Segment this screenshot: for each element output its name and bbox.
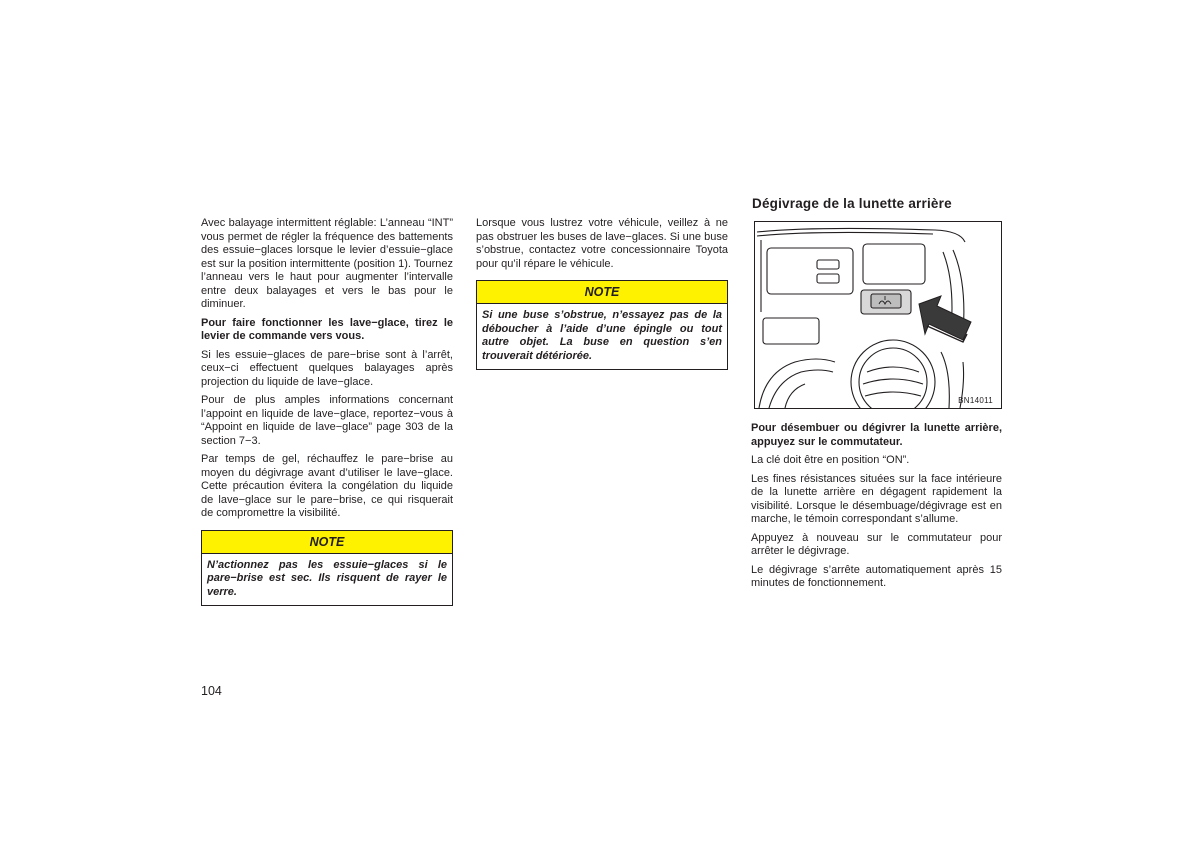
note-body: N’actionnez pas les essuie−glaces si le pare−brise est sec. Ils risquent de rayer le verre. xyxy=(207,558,447,598)
rear-defogger-switch-illustration xyxy=(754,221,1002,409)
paragraph-turn-off: Appuyez à nouveau sur le commutateur pour arrêter le dégivrage. xyxy=(751,531,1002,557)
section-title: Dégivrage de la lunette arrière xyxy=(752,196,952,211)
paragraph-washer-fluid-reference: Pour de plus amples informations concernant l’appoint en liquide de lave−glace, reportez−vous à “Appoint en liquide de lave−glace” page 303 de la section 7−3. xyxy=(201,394,453,447)
note-header: NOTE xyxy=(477,281,727,304)
note-box-clogged-nozzle xyxy=(476,280,728,370)
note-header: NOTE xyxy=(202,531,452,554)
left-column xyxy=(201,217,453,606)
paragraph-intermittent-wipers: Avec balayage intermittent réglable: L’anneau “INT” vous permet de régler la fréquence des battements des essuie−glaces lorsque le levier d’essuie−glace est sur la position intermittente (position 1). Tournez l’anneau vers le haut pour augmenter l’intervalle entre deux balayages et vers le bas pour le diminuer. xyxy=(201,217,453,310)
paragraph-heating-wires: Les fines résistances situées sur la face intérieure de la lunette arrière en dégagent rapidement la visibilité. Lorsque le désembuage/dégivrage est en marche, le témoin correspondant s’allume. xyxy=(751,472,1002,525)
figure-code: BN14011 xyxy=(958,396,993,405)
note-box-dry-windshield xyxy=(201,530,453,607)
right-column xyxy=(751,422,1002,596)
dashboard-drawing xyxy=(755,222,1001,408)
paragraph-defogger-instruction: Pour désembuer ou dégivrer la lunette arrière, appuyez sur le commutateur. xyxy=(751,422,1002,448)
page-number: 104 xyxy=(201,684,222,698)
paragraph-freezing-weather: Par temps de gel, réchauffez le pare−brise au moyen du dégivrage avant d’utiliser le lave−glace. Cette précaution évitera la congélation du liquide de lave−glace sur le pare−brise, ce qui risquerait de compromettre la visibilité. xyxy=(201,453,453,519)
paragraph-polishing-nozzles: Lorsque vous lustrez votre véhicule, veillez à ne pas obstruer les buses de lave−glaces. Si une buse s’obstrue, contactez votre concessionnaire Toyota pour qu’il répare le véhicule. xyxy=(476,217,728,270)
middle-column xyxy=(476,217,728,370)
paragraph-washer-instruction: Pour faire fonctionner les lave−glace, tirez le levier de commande vers vous. xyxy=(201,316,453,342)
paragraph-auto-off: Le dégivrage s’arrête automatiquement après 15 minutes de fonctionnement. xyxy=(751,563,1002,589)
paragraph-washer-wipes: Si les essuie−glaces de pare−brise sont à l’arrêt, ceux−ci effectuent quelques balayages après projection du liquide de lave−glace. xyxy=(201,348,453,388)
paragraph-key-position: La clé doit être en position “ON”. xyxy=(751,454,910,466)
note-body: Si une buse s’obstrue, n’essayez pas de la déboucher à l’aide d’une épingle ou tout autre objet. La buse en question s’en trouverait détériorée. xyxy=(482,309,722,362)
